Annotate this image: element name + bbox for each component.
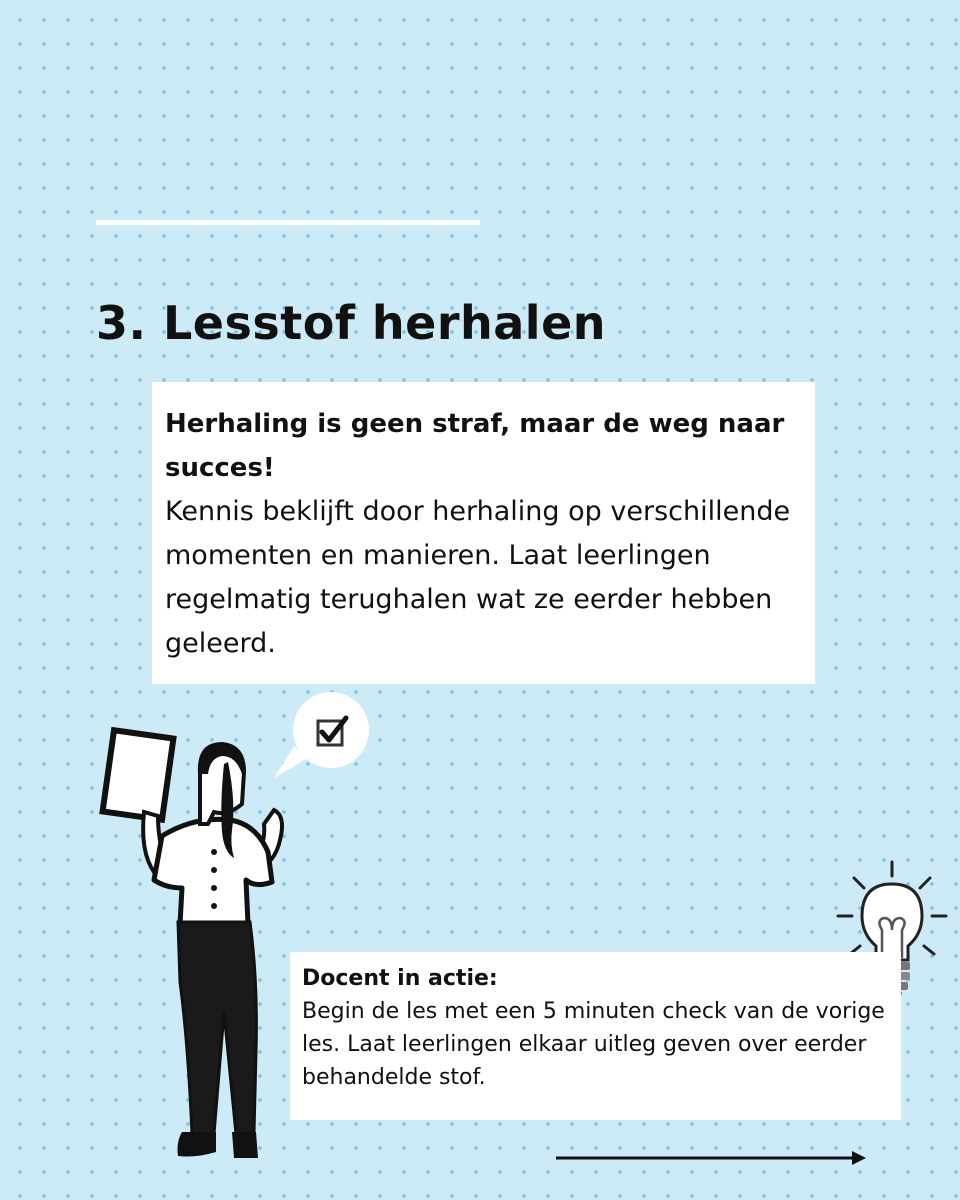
main-card-lead: Herhaling is geen straf, maar de weg naar succes! <box>165 409 785 483</box>
main-card <box>152 382 815 684</box>
tip-card-body: Begin de les met een 5 minuten check van de vorige les. Laat leerlingen elkaar uitleg geven over eerder behandelde stof. <box>302 999 885 1090</box>
main-card-body: Kennis beklijft door herhaling op verschillende momenten en manieren. Laat leerlingen regelmatig terughalen wat ze eerder hebben geleerd. <box>165 496 791 659</box>
top-divider <box>96 220 480 225</box>
arrow-right-icon[interactable] <box>556 1148 868 1168</box>
tip-card-label: Docent in actie: <box>302 966 498 991</box>
page-title: 3. Lesstof herhalen <box>96 296 607 350</box>
tip-card <box>290 952 901 1120</box>
teacher-illustration <box>96 712 316 1172</box>
